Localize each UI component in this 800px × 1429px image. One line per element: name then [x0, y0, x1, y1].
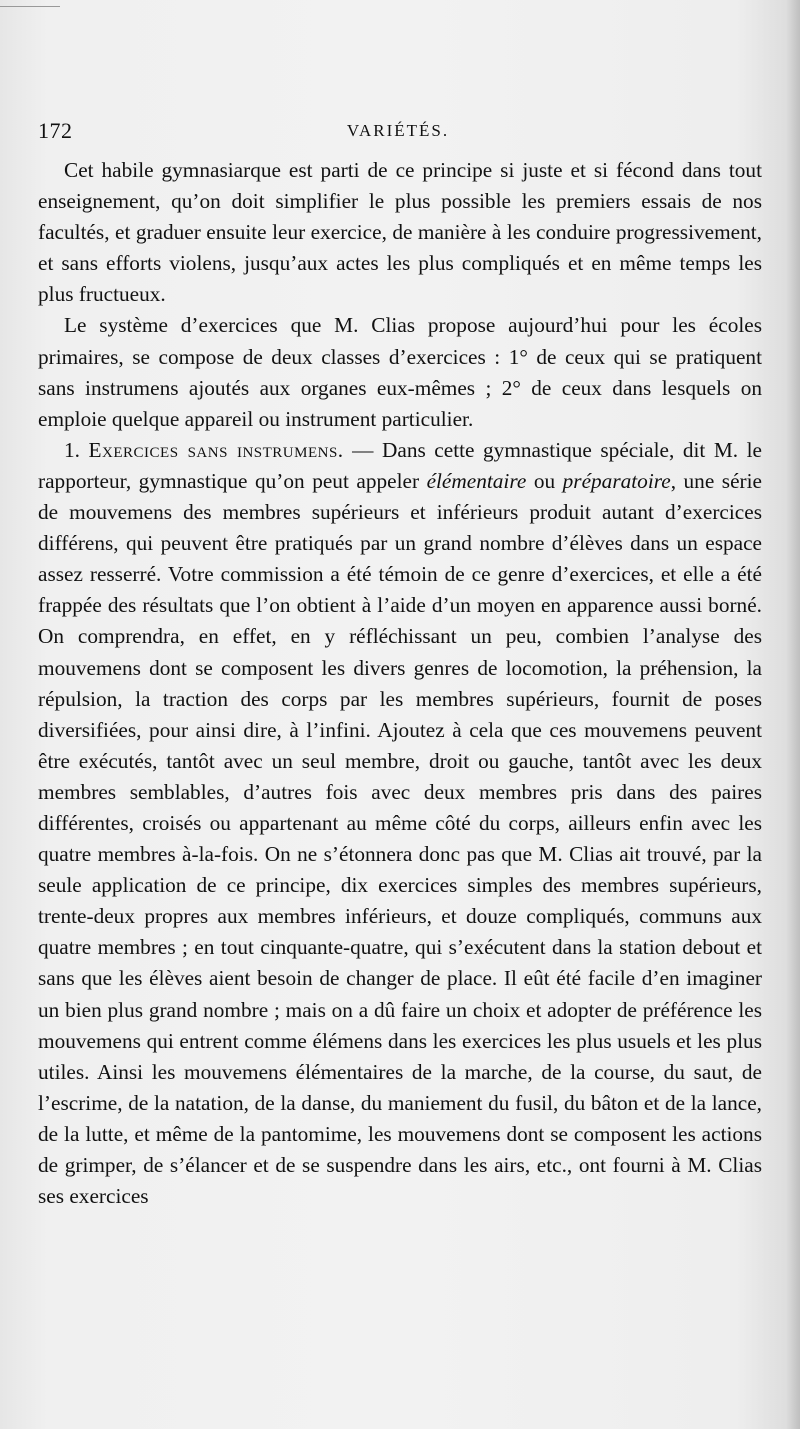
italic-term-elementaire: élémentaire [426, 468, 527, 493]
section-heading: Exercices sans instrumens. [88, 437, 344, 462]
paragraph-1: Cet habile gymnasiarque est parti de ce principe si juste et si fécond dans tout enseignement, qu’on doit simplifier le plus possible les premiers essais de nos facultés, et graduer ensuite leur exercice, de manière à les conduire progressivement, et sans efforts violens, jusqu’aux actes les plus compliqués et en même temps les plus fructueux. [38, 158, 762, 307]
binding-shadow [786, 0, 800, 1429]
paragraph-3-text-a: — Dans cette gymnastique spéciale, dit M. le rapporteur, gymnastique qu’on peut appeler [38, 437, 763, 493]
body-text [38, 155, 762, 1212]
top-edge-rule [0, 6, 60, 7]
section-number: 1. [64, 437, 80, 462]
paragraph-3-text-c: , une série de mouvemens des membres supérieurs et inférieurs produit autant d’exercices différens, qui peuvent être pratiqués par un grand nombre d’élèves dans un espace assez resserré. Votre commission a été témoin de ce genre d’exercices, et elle a été frappée des résultats que l’on obtient à l’aide d’un moyen en apparence aussi borné. On comprendra, en effet, en y réfléchissant un peu, combien l’analyse des mouvemens dont se composent les divers genres de locomotion, la préhension, la répulsion, la traction des corps par les membres supérieurs, fournit de poses diversifiées, pour ainsi dire, à l’infini. Ajoutez à cela que ces mouvemens peuvent être exécutés, tantôt avec un seul membre, droit ou gauche, tantôt avec les deux membres semblables, d’autres fois avec deux membres pris dans des paires différentes, croisés ou appartenant au même côté du corps, ailleurs enfin avec les quatre membres à-la-fois. On ne s’étonnera donc pas que M. Clias ait trouvé, par la seule application de ce principe, dix exercices simples des membres supérieurs, trente-deux propres aux membres inférieurs, et douze compliqués, communs aux quatre membres ; en tout cinquante-quatre, qui s’exécutent dans la station debout et sans que les élèves aient besoin de changer de place. Il eût été facile d’en imaginer un bien plus grand nombre ; mais on a dû faire un choix et adopter de préférence les mouvemens qui entrent comme élémens dans les exercices les plus usuels et les plus utiles. Ainsi les mouvemens élémentaires de la marche, de la course, du saut, de l’escrime, de la natation, de la danse, du maniement du fusil, du bâton et de la lance, de la lutte, et même de la pantomime, les mouvemens dont se composent les actions de grimper, de s’élancer et de se suspendre dans les airs, etc., ont fourni à M. Clias ses exercices [38, 468, 762, 1209]
paragraph-3 [38, 435, 762, 1212]
page-number: 172 [38, 118, 73, 143]
paragraph-2: Le système d’exercices que M. Clias propose aujourd’hui pour les écoles primaires, se compose de deux classes d’exercices : 1° de ceux qui se pratiquent sans instrumens ajoutés aux organes eux-mêmes ; 2° de ceux dans lesquels on emploie quelque appareil ou instrument particulier. [38, 313, 762, 431]
paragraph-3-text-b: ou [526, 468, 563, 493]
running-head: VARIÉTÉS. [346, 121, 450, 140]
italic-term-preparatoire: préparatoire [562, 468, 671, 493]
page-header [38, 118, 758, 148]
